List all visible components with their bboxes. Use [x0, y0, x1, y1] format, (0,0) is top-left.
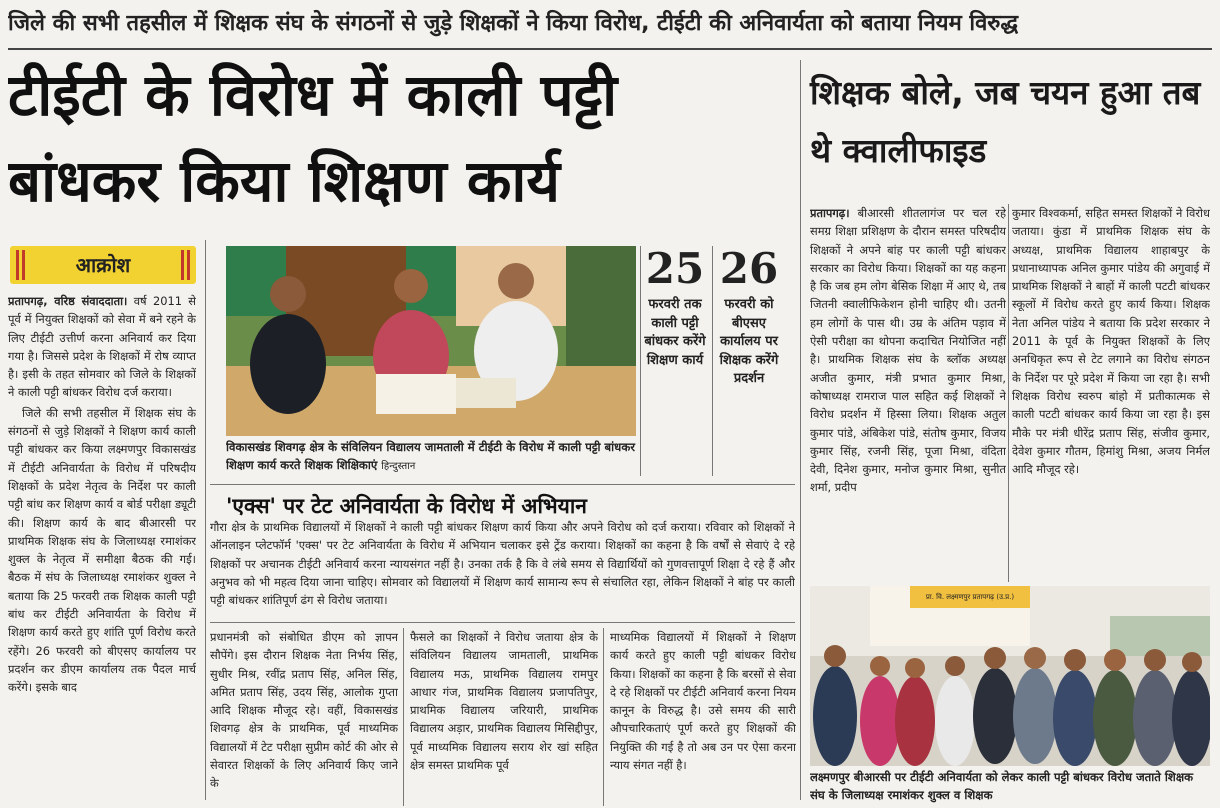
right-col2-text: कुमार विश्वकर्मा, सहित समस्त शिक्षकों ने विरोध जताया। कुंडा में प्राथमिक शिक्षक संघ के अध्यक्ष, प्राथमिक विद्यालय शाहाबपुर के प्रधानाध्यापक अनिल कुमार पांडेय की अगुवाई में प्राथमिक शिक्षकों ने बाहों में काली पटटी बांधकर स्कूलों में विरोध करते हुए कार्य किया। शिक्षक नेता अनिल पांडेय ने बताया कि प्रदेश सरकार ने 2011 के पूर्व के नियुक्त शिक्षकों के लिए अनधिकृत रूप से टेट लगाने का विरोध संगठन के निर्देश पर पूरे प्रदेश में किया जा रहा है। सभी शिक्षक विरोध स्वरुप बांहो में प्रतीकात्मक से काली पटटी बांधकर कार्य किया जा रहा है। इस मौके पर मंत्री धीरेंद्र प्रताप सिंह, संजीव कुमार, देवेश कुमार गौतम, हिमांशु मिश्रा, अजय निर्मल आदि मौजूद रहे।: [1012, 206, 1210, 477]
right-article-col2: [1012, 204, 1210, 582]
right-article-col1: [810, 204, 1006, 582]
divider: [403, 628, 404, 806]
main-headline-line1: टीईटी के विरोध में काली पट्टी: [8, 61, 618, 129]
badge-stripe: [187, 250, 190, 280]
divider: [1008, 204, 1009, 582]
photo1-credit: हिन्दुस्तान: [381, 461, 416, 472]
right-col1-text: बीआरसी शीतलागंज पर चल रहे समग्र शिक्षा प्रशिक्षण के दौरान समस्त परिषदीय शिक्षकों ने अपने बांह पर काली पट्टी बांधकर सरकार का विरोध किया। शिक्षकों का यह कहना है कि जब हम लोग बेसिक शिक्षा में आए थे, तब जितनी क्वालीफिकेशन होनी चाहिए थी। उतनी हम लोगों के पास थी। उम्र के अंतिम पड़ाव में ऐसी परीक्षा का थोपना कदाचित नियोजित नहीं है। प्राथमिक शिक्षक संघ के ब्लॉक अध्यक्ष अजीत कुमार, मंत्री प्रभात कुमार मिश्रा, कोषाध्यक्ष रामराज पाल सहित कई शिक्षकों ने विरोध प्रदर्शन में हिस्सा लिया। शिक्षक अतुल कुमार पांडे, अंबिकेश पांडे, संतोष कुमार, विजय कुमार सिंह, रजनी सिंह, पूजा मिश्रा, वंदिता देवी, दिनेश कुमार, मनोज कुमार मिश्रा, सुनीत शर्मा, प्रदीप: [810, 206, 1006, 495]
date-26-number: 26: [719, 244, 779, 293]
bottom-col3-text: माध्यमिक विद्यालयों में शिक्षकों ने शिक्षण कार्य करते हुए काली पट्टी बांधकर विरोध किया। शिक्षकों का कहना है कि बरसों से सेवा दे रहे शिक्षकों पर टीईटी अनिवार्य करना नियम कानून के विरुद्ध है। उसे समय की सारी औपचारिकताएं पूर्ण करते हुए शिक्षकों की नियुक्ति की गई है तो अब उन पर ऐसा करना न्याय संगत नहीं है।: [610, 630, 796, 773]
date-26-note: फरवरी को बीएसए कार्यालय पर शिक्षक करेंगे प्रदर्शन: [719, 297, 779, 386]
bottom-col2-text: फैसले का शिक्षकों ने विरोध जताया क्षेत्र के संविलियन विद्यालय जामताली, प्राथमिक विद्यालय मऊ, प्राथमिक विद्यालय रामपुर आधार गंज, प्राथमिक विद्यालय प्रजापतिपुर, प्राथमिक विद्यालय जरियारी, प्राथमिक विद्यालय अड़ार, प्राथमिक विद्यालय मिसिद्दीपुर, पूर्व माध्यमिक विद्यालय सराय शेर खां सहित क्षेत्र समस्त प्राथमिक पूर्व: [410, 630, 598, 773]
school-sign: प्रा. वि. लक्ष्मणपुर प्रतापगढ़ (उ.प्र.): [925, 593, 1015, 601]
left-paragraph-1: वर्ष 2011 से पूर्व में नियुक्त शिक्षकों को सेवा में बने रहने के लिए टीईटी उत्तीर्ण करना अनिवार्य कर दिया गया है। जिससे प्रदेश के शिक्षकों में रोष व्याप्त है। इसी के तहत सोमवार को जिले के शिक्षकों ने काली पट्टी बांधकर विरोध दर्ज कराया।: [8, 294, 196, 400]
date-25-number: 25: [645, 244, 705, 293]
sub-article-text: गौरा क्षेत्र के प्राथमिक विद्यालयों में शिक्षकों ने काली पट्टी बांधकर शिक्षण कार्य किया और अपने विरोध को दर्ज कराया। रविवार को शिक्षकों ने ऑनलाइन प्लेटफॉर्म 'एक्स' पर टेट अनिवार्यता के विरोध में अभियान चलाकर इसे ट्रेंड कराया। शिक्षकों का कहना है कि वर्षों से सेवाएं दे रहे शिक्षकों पर अचानक टीईटी अनिवार्य करना न्यायसंगत नहीं है। उनका तर्क है कि वे लंबे समय से विद्यार्थियों को गुणवत्तापूर्ण शिक्षा दे रहे हैं और अनुभव को भी महत्व दिया जाना चाहिए। सोमवार को विद्यालयों में शिक्षण कार्य सामान्य रूप से संचालित रहा, लेकिन शिक्षकों ने बांह पर काली पट्टी बांधकर शांतिपूर्ण ढंग से विरोध जताया।: [210, 520, 795, 608]
divider: [712, 246, 713, 476]
divider: [210, 622, 795, 623]
left-column-article: [8, 292, 196, 804]
photo2-caption: लक्ष्मणपुर बीआरसी पर टीईटी अनिवार्यता को लेकर काली पट्टी बांधकर विरोध जताते शिक्षक संघ के जिलाध्यक्ष रमाशंकर शुक्ल व शिक्षक: [810, 770, 1194, 802]
bottom-column-2: [410, 628, 598, 806]
kicker-headline: जिले की सभी तहसील में शिक्षक संघ के संगठनों से जुड़े शिक्षकों ने किया विरोध, टीईटी की अनिवार्यता को बताया नियम विरुद्ध: [8, 11, 1019, 36]
column-divider-left: [205, 240, 206, 800]
divider: [640, 246, 641, 476]
group-photo: [810, 586, 1210, 766]
badge-stripe: [181, 250, 184, 280]
right-dateline: प्रतापगढ़।: [810, 206, 850, 220]
divider: [210, 484, 795, 485]
photo1-caption-text: विकासखंड शिवगढ़ क्षेत्र के संविलियन विद्यालय जामताली में टीईटी के विरोध में काली पट्टी बांधकर शिक्षण कार्य करते शिक्षक शिक्षिकाएं: [226, 440, 635, 472]
photo1-caption: [226, 438, 636, 478]
column-divider-right: [800, 60, 801, 800]
sub-article-body: [210, 518, 795, 620]
date-25-note: फरवरी तक काली पट्टी बांधकर करेंगे शिक्षण कार्य: [644, 297, 706, 368]
bottom-col1-text: प्रधानमंत्री को संबोधित डीएम को ज्ञापन सौपेंगे। इस दौरान शिक्षक नेता निर्भय सिंह, सुधीर मिश्र, रवींद्र प्रताप सिंह, अनिल सिंह, अमित प्रताप सिंह, उदय सिंह, आलोक गुप्ता आदि शिक्षक मौजूद रहे। वहीं, विकासखंड शिवगढ़ क्षेत्र के प्राथमिक, पूर्व माध्यमिक विद्यालयों में टेट परीक्षा सुप्रीम कोर्ट की ओर से सेवारत शिक्षकों के लिए अनिवार्य किए जाने के: [210, 630, 398, 791]
bottom-column-3: [610, 628, 796, 806]
bottom-column-1: [210, 628, 398, 806]
main-headline-line2: बांधकर किया शिक्षण कार्य: [8, 147, 561, 215]
left-paragraph-2: जिले की सभी तहसील में शिक्षक संघ के संगठनों से जुड़े शिक्षकों ने शिक्षण कार्य काली पट्टी बांधकर कर किया लक्ष्मणपुर विकासखंड में टीईटी अनिवार्यता के विरोध में परिषदीय शिक्षकों के प्रदेश नेतृत्व के निर्देश पर काली पट्टी बांध कर शिक्षण कार्य व बोर्ड परीक्षा ड्यूटी की। शिक्षण कार्य के बाद बीआरसी पर प्राथमिक शिक्षक संघ के जिलाध्यक्ष रमाशंकर शुक्ल के नेतृत्व में समीक्षा बैठक की गई। बैठक में संघ के जिलाध्यक्ष रमाशंकर शुक्ल ने बताया कि 25 फरवरी तक शिक्षक काली पट्टी बांध कर टीईटी अनिवार्यता के विरोध में शिक्षण कार्य करते हुए शांति पूर्ण विरोध करते रहेंगे। 26 फरवरी को बीएसए कार्यालय पर प्रदर्शन कर डीएम कार्यालय तक पैदल मार्च करेंगे। इसके बाद: [8, 405, 196, 695]
classroom-photo: [226, 246, 636, 436]
left-dateline: प्रतापगढ़, वरिष्ठ संवाददाता।: [8, 294, 128, 308]
section-badge: [10, 246, 196, 284]
right-subheadline: शिक्षक बोले, जब चयन हुआ तब थे क्वालीफाइड: [810, 73, 1201, 170]
top-rule: [8, 48, 1212, 50]
sub-article-heading: 'एक्स' पर टेट अनिवार्यता के विरोध में अभियान: [226, 494, 587, 518]
badge-label: आक्रोश: [75, 253, 131, 277]
divider: [603, 628, 604, 806]
